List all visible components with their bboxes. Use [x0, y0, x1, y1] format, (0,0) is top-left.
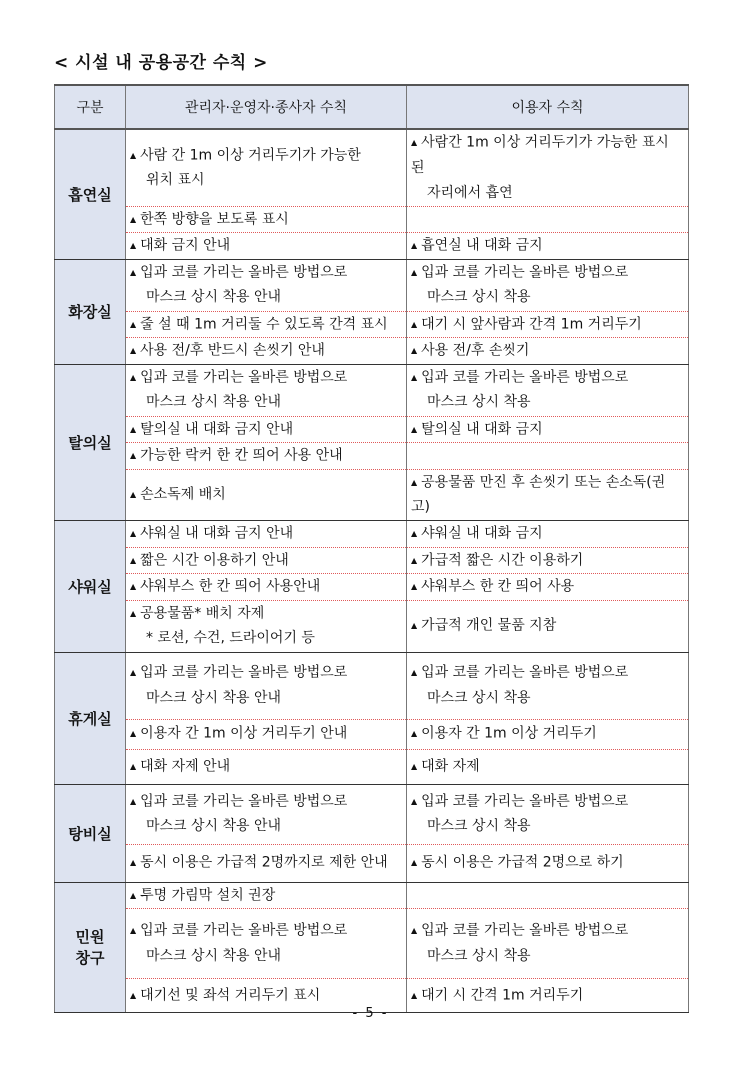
- staff-rule-continuation: 마스크 상시 착용 안내: [146, 818, 282, 835]
- triangle-bullet-icon: ▲: [130, 729, 137, 739]
- table-row: [55, 909, 689, 979]
- staff-rule-continuation: 위치 표시: [146, 172, 205, 188]
- table-row: [55, 652, 689, 719]
- staff-rule-cell: [126, 574, 407, 601]
- triangle-bullet-icon: ▲: [130, 490, 137, 499]
- triangle-bullet-icon: ▲: [411, 555, 418, 565]
- staff-rule-item: [130, 548, 400, 574]
- staff-rule-cell: [126, 443, 407, 470]
- staff-rule-item: [130, 789, 400, 815]
- triangle-bullet-icon: ▲: [130, 990, 137, 1000]
- staff-rule-cell: [126, 259, 407, 311]
- user-rule-text: 동시 이용은 가급적 2명으로 하기: [421, 854, 624, 871]
- user-rule-cell: [407, 909, 689, 979]
- user-rule-cell: [407, 443, 689, 470]
- staff-rule-cell: [126, 844, 407, 882]
- user-rule-text: 흡연실 내 대화 금지: [421, 237, 543, 254]
- user-rule-cell: [407, 338, 689, 365]
- triangle-bullet-icon: ▲: [130, 372, 137, 382]
- table-row: [55, 469, 689, 521]
- user-rule-cell: [407, 416, 689, 443]
- triangle-bullet-icon: ▲: [411, 372, 418, 382]
- table-row: [55, 233, 689, 260]
- table-row: [55, 600, 689, 652]
- triangle-bullet-icon: ▲: [411, 241, 418, 250]
- triangle-bullet-icon: ▲: [411, 796, 418, 806]
- table-row: [55, 259, 689, 311]
- user-rule-item: [411, 521, 682, 547]
- user-rule-cell: [407, 521, 689, 548]
- user-rule-text: 가급적 짧은 시간 이용하기: [421, 552, 584, 568]
- user-rule-text: 입과 코를 가리는 올바른 방법으로: [421, 922, 629, 939]
- user-rule-item: [411, 574, 682, 600]
- staff-rule-item: [130, 660, 400, 686]
- table-row: [55, 574, 689, 601]
- staff-rule-cell: [126, 338, 407, 365]
- table-row: [55, 749, 689, 784]
- triangle-bullet-icon: ▲: [130, 267, 137, 277]
- table-row: [55, 129, 689, 206]
- staff-rule-item: [130, 443, 400, 469]
- user-rule-continuation: 마스크 상시 착용: [427, 394, 531, 411]
- staff-rule-text: 투명 가림막 설치 권장: [140, 887, 276, 903]
- user-rule-item: [411, 548, 682, 574]
- staff-rule-item: [130, 754, 400, 780]
- user-rule-continuation: 마스크 상시 착용: [427, 289, 531, 306]
- triangle-bullet-icon: ▲: [130, 529, 137, 538]
- table-row: [55, 547, 689, 574]
- staff-rule-text: 대화 자제 안내: [140, 758, 231, 775]
- staff-rule-cell: [126, 784, 407, 844]
- staff-rule-cell: [126, 129, 407, 206]
- user-rule-text: 사용 전/후 손씻기: [421, 342, 530, 359]
- staff-rule-cell: [126, 749, 407, 784]
- user-rule-cell: [407, 469, 689, 521]
- staff-rule-continuation: 마스크 상시 착용 안내: [146, 947, 282, 964]
- staff-rule-cell: [126, 469, 407, 521]
- staff-rule-continuation: * 로션, 수건, 드라이어기 등: [146, 630, 315, 647]
- user-rule-continuation: 마스크 상시 착용: [427, 689, 531, 706]
- staff-rule-item: [130, 312, 400, 338]
- triangle-bullet-icon: ▲: [411, 926, 418, 936]
- staff-rule-continuation: 마스크 상시 착용 안내: [146, 394, 282, 411]
- user-rule-text: 가급적 개인 물품 지참: [421, 617, 557, 634]
- staff-rule-continuation: 마스크 상시 착용 안내: [146, 689, 282, 706]
- staff-rule-item: [130, 143, 400, 169]
- category-cell: 흡연실: [55, 129, 126, 259]
- triangle-bullet-icon: ▲: [130, 890, 137, 900]
- user-rule-cell: [407, 600, 689, 652]
- triangle-bullet-icon: ▲: [411, 858, 418, 868]
- staff-rule-cell: [126, 206, 407, 233]
- user-rule-item: [411, 754, 682, 780]
- table-row: [55, 719, 689, 749]
- triangle-bullet-icon: ▲: [130, 150, 137, 160]
- category-cell: 민원 창구: [55, 882, 126, 1013]
- user-rule-item: [411, 850, 682, 876]
- triangle-bullet-icon: ▲: [130, 761, 137, 771]
- user-rule-cell: [407, 233, 689, 260]
- triangle-bullet-icon: ▲: [130, 451, 137, 460]
- staff-rule-text: 입과 코를 가리는 올바른 방법으로: [140, 922, 348, 939]
- user-rule-cell: [407, 652, 689, 719]
- user-rule-continuation: 자리에서 흡연: [427, 184, 513, 201]
- user-rule-text: 대기 시 간격 1m 거리두기: [421, 987, 584, 1004]
- table-row: [55, 443, 689, 470]
- staff-rule-cell: [126, 233, 407, 260]
- staff-rule-cell: [126, 652, 407, 719]
- staff-rule-item: [130, 207, 400, 233]
- user-rule-cell: [407, 364, 689, 416]
- user-rule-item: [411, 660, 682, 686]
- user-rule-cell: [407, 129, 689, 206]
- staff-rule-text: 한쪽 방향을 보도록 표시: [140, 211, 289, 227]
- user-rule-text: 입과 코를 가리는 올바른 방법으로: [421, 664, 629, 681]
- triangle-bullet-icon: ▲: [411, 582, 418, 591]
- table-row: [55, 416, 689, 443]
- staff-rule-text: 가능한 락커 한 칸 띄어 사용 안내: [140, 447, 343, 464]
- triangle-bullet-icon: ▲: [130, 858, 137, 868]
- user-rule-item: [411, 312, 682, 338]
- staff-rule-cell: [126, 364, 407, 416]
- user-rule-cell: [407, 311, 689, 338]
- header-staff: 관리자·운영자·종사자 수칙: [126, 85, 407, 129]
- table-header-row: [55, 85, 689, 129]
- staff-rule-item: [130, 482, 400, 508]
- triangle-bullet-icon: ▲: [411, 346, 418, 355]
- header-category: 구분: [55, 85, 126, 129]
- table-row: [55, 521, 689, 548]
- staff-rule-item: [130, 883, 400, 909]
- staff-rule-text: 사용 전/후 반드시 손씻기 안내: [140, 342, 325, 359]
- user-rule-item: [411, 470, 682, 521]
- user-rule-text: 입과 코를 가리는 올바른 방법으로: [421, 264, 629, 281]
- category-cell: 탈의실: [55, 364, 126, 521]
- staff-rule-text: 줄 설 때 1m 거리둘 수 있도록 간격 표시: [140, 316, 388, 332]
- user-rule-text: 대화 자제: [421, 758, 480, 775]
- staff-rule-text: 동시 이용은 가급적 2명까지로 제한 안내: [140, 854, 388, 871]
- staff-rule-item: [130, 983, 400, 1009]
- staff-rule-text: 짧은 시간 이용하기 안내: [140, 552, 289, 568]
- page-number: - 5 -: [352, 1006, 389, 1021]
- user-rule-item: [411, 338, 682, 364]
- staff-rule-cell: [126, 311, 407, 338]
- staff-rule-item: [130, 601, 400, 627]
- triangle-bullet-icon: ▲: [411, 138, 418, 147]
- staff-rule-text: 이용자 간 1m 이상 거리두기 안내: [140, 725, 348, 742]
- staff-rule-item: [130, 850, 400, 876]
- user-rule-text: 대기 시 앞사람과 간격 1m 거리두기: [421, 316, 642, 332]
- staff-rule-text: 대화 금지 안내: [140, 237, 231, 254]
- staff-rule-cell: [126, 600, 407, 652]
- user-rule-text: 입과 코를 가리는 올바른 방법으로: [421, 369, 629, 386]
- staff-rule-cell: [126, 416, 407, 443]
- user-rule-cell: [407, 784, 689, 844]
- table-row: [55, 364, 689, 416]
- triangle-bullet-icon: ▲: [130, 926, 137, 936]
- staff-rule-text: 사람 간 1m 이상 거리두기가 가능한: [140, 147, 361, 163]
- triangle-bullet-icon: ▲: [130, 319, 137, 329]
- triangle-bullet-icon: ▲: [130, 582, 137, 591]
- user-rule-item: [411, 613, 682, 639]
- triangle-bullet-icon: ▲: [130, 555, 137, 565]
- user-rule-cell: [407, 259, 689, 311]
- table-row: [55, 206, 689, 233]
- user-rule-cell: [407, 206, 689, 233]
- category-cell: 탕비실: [55, 784, 126, 882]
- triangle-bullet-icon: ▲: [130, 668, 137, 678]
- triangle-bullet-icon: ▲: [411, 319, 418, 329]
- triangle-bullet-icon: ▲: [411, 424, 418, 434]
- user-rule-cell: [407, 844, 689, 882]
- staff-rule-item: [130, 574, 400, 600]
- triangle-bullet-icon: ▲: [411, 621, 418, 631]
- category-cell: 화장실: [55, 259, 126, 364]
- user-rule-continuation: 마스크 상시 착용: [427, 947, 531, 964]
- staff-rule-item: [130, 233, 400, 259]
- staff-rule-text: 공용물품* 배치 자제: [140, 605, 265, 622]
- staff-rule-text: 대기선 및 좌석 거리두기 표시: [140, 987, 321, 1004]
- staff-rule-item: [130, 721, 400, 747]
- user-rule-text: 입과 코를 가리는 올바른 방법으로: [421, 793, 629, 810]
- user-rule-item: [411, 721, 682, 747]
- staff-rule-cell: [126, 882, 407, 909]
- staff-rule-item: [130, 918, 400, 944]
- triangle-bullet-icon: ▲: [411, 668, 418, 678]
- triangle-bullet-icon: ▲: [130, 241, 137, 250]
- staff-rule-cell: [126, 909, 407, 979]
- user-rule-text: 이용자 간 1m 이상 거리두기: [421, 725, 597, 742]
- staff-rule-item: [130, 338, 400, 364]
- triangle-bullet-icon: ▲: [411, 990, 418, 1000]
- staff-rule-item: [130, 260, 400, 286]
- user-rule-cell: [407, 574, 689, 601]
- user-rule-text: 공용물품 만진 후 손씻기 또는 손소독(권고): [411, 474, 666, 515]
- triangle-bullet-icon: ▲: [130, 608, 137, 618]
- user-rule-item: [411, 260, 682, 286]
- page-title: < 시설 내 공용공간 수칙 >: [54, 53, 268, 73]
- user-rule-item: [411, 983, 682, 1009]
- staff-rule-item: [130, 417, 400, 443]
- user-rule-cell: [407, 882, 689, 909]
- category-cell: 휴게실: [55, 652, 126, 784]
- user-rule-cell: [407, 719, 689, 749]
- triangle-bullet-icon: ▲: [411, 529, 418, 538]
- user-rule-item: [411, 789, 682, 815]
- staff-rule-item: [130, 521, 400, 547]
- staff-rule-text: 샤워부스 한 칸 띄어 사용안내: [140, 578, 321, 595]
- staff-rule-text: 탈의실 내 대화 금지 안내: [140, 421, 294, 437]
- staff-rule-cell: [126, 719, 407, 749]
- rules-table: [54, 84, 689, 1013]
- triangle-bullet-icon: ▲: [130, 214, 137, 224]
- user-rule-item: [411, 417, 682, 443]
- staff-rule-text: 샤워실 내 대화 금지 안내: [140, 525, 294, 542]
- triangle-bullet-icon: ▲: [130, 346, 137, 355]
- staff-rule-text: 입과 코를 가리는 올바른 방법으로: [140, 264, 348, 281]
- staff-rule-text: 손소독제 배치: [140, 486, 226, 503]
- rules-body: [55, 129, 689, 1013]
- staff-rule-cell: [126, 547, 407, 574]
- table-row: [55, 784, 689, 844]
- staff-rule-cell: [126, 521, 407, 548]
- user-rule-text: 탈의실 내 대화 금지: [421, 421, 543, 437]
- user-rule-cell: [407, 749, 689, 784]
- header-user: 이용자 수칙: [407, 85, 689, 129]
- triangle-bullet-icon: ▲: [411, 761, 418, 771]
- staff-rule-continuation: 마스크 상시 착용 안내: [146, 289, 282, 306]
- table-row: [55, 882, 689, 909]
- user-rule-text: 샤워부스 한 칸 띄어 사용: [421, 578, 575, 595]
- user-rule-cell: [407, 547, 689, 574]
- triangle-bullet-icon: ▲: [411, 477, 418, 487]
- staff-rule-text: 입과 코를 가리는 올바른 방법으로: [140, 369, 348, 386]
- table-row: [55, 311, 689, 338]
- triangle-bullet-icon: ▲: [411, 729, 418, 739]
- table-row: [55, 338, 689, 365]
- staff-rule-item: [130, 365, 400, 391]
- user-rule-item: [411, 918, 682, 944]
- staff-rule-text: 입과 코를 가리는 올바른 방법으로: [140, 664, 348, 681]
- triangle-bullet-icon: ▲: [411, 267, 418, 277]
- triangle-bullet-icon: ▲: [130, 796, 137, 806]
- staff-rule-text: 입과 코를 가리는 올바른 방법으로: [140, 793, 348, 810]
- user-rule-item: [411, 233, 682, 259]
- user-rule-item: [411, 130, 682, 181]
- user-rule-continuation: 마스크 상시 착용: [427, 818, 531, 835]
- user-rule-text: 샤워실 내 대화 금지: [421, 525, 543, 542]
- table-row: [55, 844, 689, 882]
- category-cell: 샤워실: [55, 521, 126, 653]
- triangle-bullet-icon: ▲: [130, 424, 137, 434]
- user-rule-item: [411, 365, 682, 391]
- user-rule-text: 사람간 1m 이상 거리두기가 가능한 표시된: [411, 134, 669, 176]
